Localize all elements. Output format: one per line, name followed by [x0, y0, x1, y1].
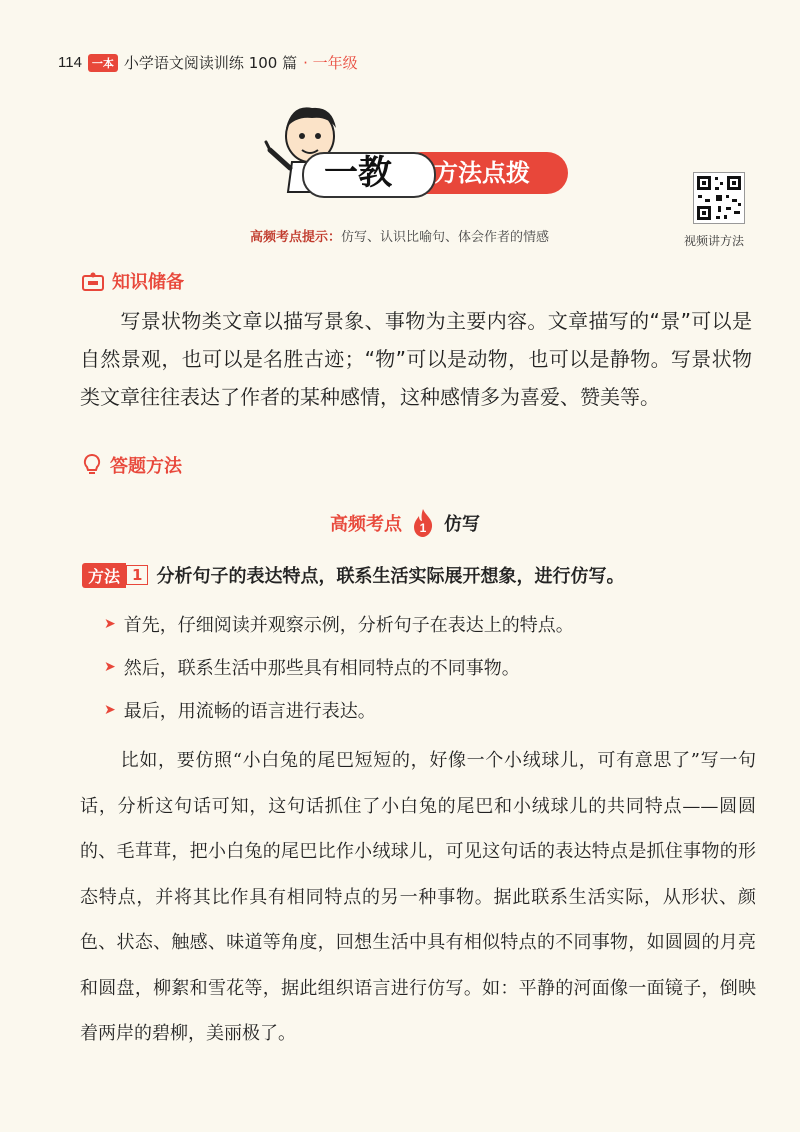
section-knowledge-heading [82, 268, 184, 294]
key-point-label: 高频考点 [330, 514, 402, 535]
knowledge-paragraph-text: 写景状物类文章以描写景象、事物为主要内容。文章描写的“景”可以是自然景观，也可以是名胜古迹；“物”可以是动物，也可以是静物。写景状物类文章往往表达了作者的某种感情，这种感情多为喜爱、赞美等。 [80, 309, 752, 409]
key-point-number: 1 [419, 521, 427, 535]
bullet-icon: ➤ [104, 658, 116, 675]
step-text: 首先，仔细阅读并观察示例，分析句子在表达上的特点。 [123, 614, 574, 636]
example-text: 比如，要仿照“小白兔的尾巴短短的，好像一个小绒球儿，可有意思了”写一句话，分析这句话可知，这句话抓住了小白兔的尾巴和小绒球儿的共同特点——圆圆的、毛茸茸，把小白兔的尾巴比作小绒球儿，可见这句话的表达特点是抓住事物的形态特点，并将其比作具有相同特点的另一种事物。据此联系生活实际，从形状、颜色、状态、触感、味道等角度，回想生活中具有相似特点的不同事物，如圆圆的月亮和圆盘，柳絮和雪花等，据此组织语言进行仿写。如：平静的河面像一面镜子，倒映着两岸的碧柳，美丽极了。 [80, 750, 756, 1044]
key-point-subheading [330, 508, 480, 538]
key-point-topic: 仿写 [444, 514, 480, 535]
section-knowledge-title: 知识储备 [112, 272, 184, 293]
step-text: 然后，联系生活中那些具有相同特点的不同事物。 [123, 657, 520, 679]
book-title: 小学语文阅读训练 100 篇 [123, 54, 298, 72]
step-text: 最后，用流畅的语言进行表达。 [123, 700, 376, 722]
grade-label: · 一年级 [303, 54, 358, 72]
banner-part-one: 一教 [324, 153, 392, 193]
page-number: 114 [58, 54, 82, 71]
knowledge-paragraph [80, 302, 752, 416]
flame-icon [412, 508, 434, 538]
method-steps [104, 602, 574, 731]
list-item [104, 688, 574, 731]
example-paragraph [80, 738, 756, 1057]
method-tag: 方法 [82, 563, 126, 588]
tip-text: 仿写、认识比喻句、体会作者的情感 [341, 230, 550, 245]
list-item [104, 645, 574, 688]
bullet-icon: ➤ [104, 701, 116, 718]
key-points-tip [250, 226, 549, 245]
bullet-icon: ➤ [104, 615, 116, 632]
section-method-title: 答题方法 [110, 456, 182, 477]
lightbulb-icon [82, 454, 102, 476]
qr-code[interactable] [693, 172, 745, 224]
method-line [82, 562, 624, 588]
list-item [104, 602, 574, 645]
knowledge-icon [82, 271, 104, 291]
page-header [58, 52, 358, 73]
qr-caption: 视频讲方法 [684, 234, 745, 248]
section-banner [302, 148, 568, 198]
section-method-heading [82, 452, 182, 478]
method-number: 1 [126, 565, 148, 585]
method-text: 分析句子的表达特点，联系生活实际展开想象，进行仿写。 [156, 566, 625, 587]
banner-part-two: 方法点拨 [434, 159, 530, 187]
series-logo: 一本 [88, 54, 118, 72]
tip-label: 高频考点提示： [250, 230, 342, 245]
